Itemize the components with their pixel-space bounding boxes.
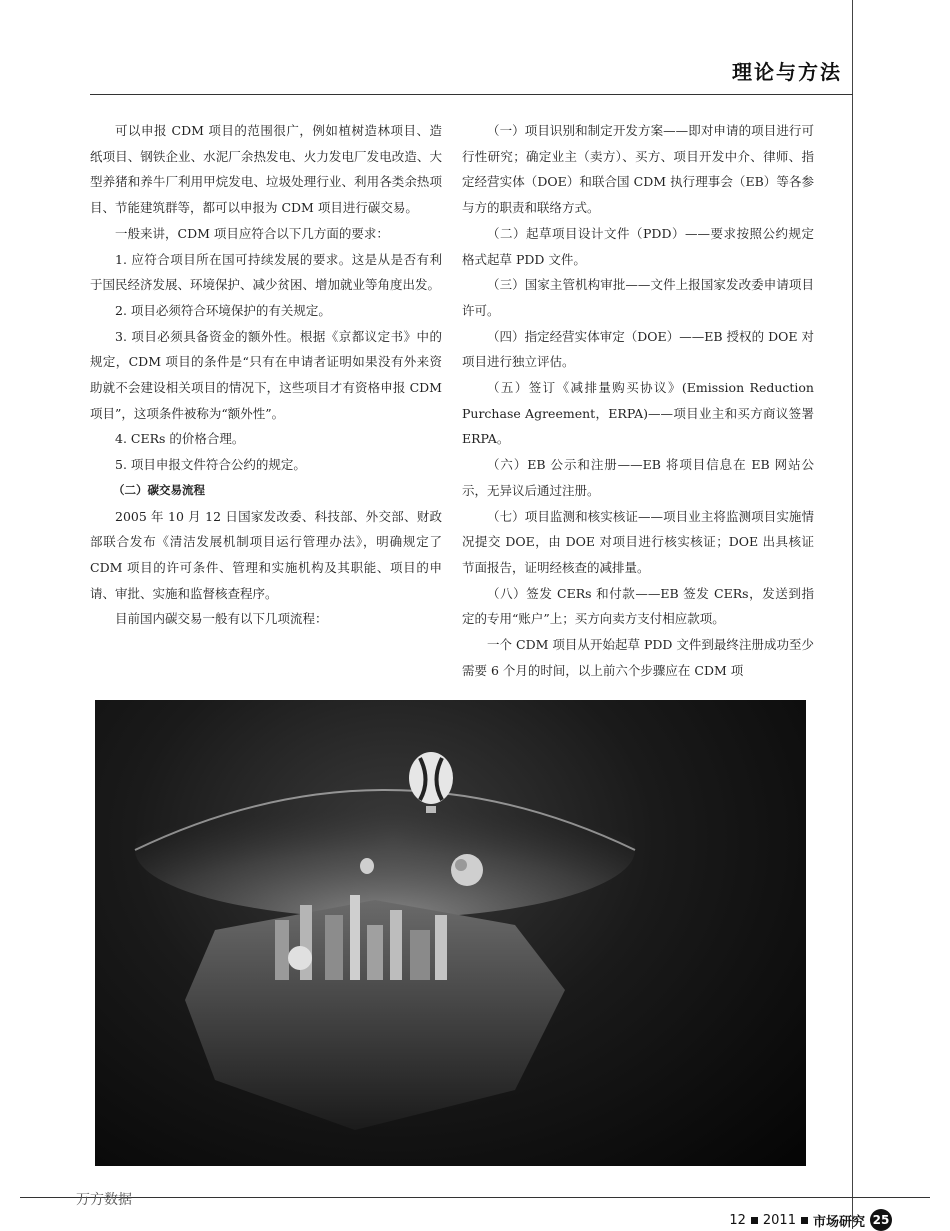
paragraph: 2005 年 10 月 12 日国家发改委、科技部、外交部、财政部联合发布《清洁发展机制项目运行管理办法》，明确规定了 CDM 项目的许可条件、管理和实施机构及其职能、项目的申请、审批、实施和监督核查程序。: [90, 508, 442, 601]
paragraph: （六）EB 公示和注册——EB 将项目信息在 EB 网站公示，无异议后通过注册。: [462, 457, 814, 498]
left-column: [90, 118, 442, 632]
glass-dome: [135, 782, 635, 918]
paragraph: 5. 项目申报文件符合公约的规定。: [115, 457, 306, 473]
small-balloon-icon: [360, 858, 374, 874]
page-number: 25: [870, 1209, 892, 1231]
issue-year: 2011: [762, 1212, 796, 1228]
paragraph: （五）签订《减排量购买协议》(Emission Reduction Purchase Agreement，ERPA)——项目业主和买方商议签署 ERPA。: [462, 380, 814, 447]
paragraph: 2. 项目必须符合环境保护的有关规定。: [115, 302, 331, 318]
square-bullet-icon: [751, 1217, 758, 1224]
magazine-name: 市场研究: [812, 1214, 865, 1230]
page-footer: [729, 1209, 892, 1231]
paragraph: （八）签发 CERs 和付款——EB 签发 CERs，发送到指定的专用“账户”上；买方向卖方支付相应款项。: [462, 585, 814, 627]
square-bullet-icon: [801, 1217, 808, 1224]
subsection-heading: （二）碳交易流程: [113, 482, 205, 497]
paragraph: （一）项目识别和制定开发方案——即对申请的项目进行可行性研究；确定业主（卖方）、买方、项目开发中介、律师、指定经营实体（DOE）和联合国 CDM 执行理事会（EB）等各参与方的职责和联络方式。: [462, 123, 814, 216]
section-title: 理论与方法: [732, 60, 842, 84]
paragraph: （四）指定经营实体审定（DOE）——EB 授权的 DOE 对项目进行独立评估。: [462, 328, 814, 370]
footer-rule: [20, 1197, 930, 1198]
city-illustration: [95, 700, 806, 1166]
dome-building: [288, 946, 312, 970]
paragraph: （七）项目监测和核实核证——项目业主将监测项目实施情况提交 DOE，由 DOE 对项目进行核实核证；DOE 出具核证节面报告，证明经核查的减排量。: [462, 508, 814, 575]
paragraph: 可以申报 CDM 项目的范围很广，例如植树造林项目、造纸项目、钢铁企业、水泥厂余热发电、火力发电厂发电改造、大型养猪和养牛厂利用甲烷发电、垃圾处理行业、利用各类余热项目、节能建筑群等，都可以申报为 CDM 项目进行碳交易。: [90, 123, 442, 216]
watermark: 万方数据: [76, 1192, 132, 1208]
page-edge-rule: [852, 0, 853, 1229]
issue-number: 12: [729, 1212, 746, 1228]
paragraph: （三）国家主管机构审批——文件上报国家发改委申请项目许可。: [462, 277, 814, 318]
paragraph: 1. 应符合项目所在国可持续发展的要求。这是从是否有利于国民经济发展、环境保护、减少贫困、增加就业等角度出发。: [90, 251, 442, 293]
paragraph: 目前国内碳交易一般有以下几项流程：: [115, 611, 328, 627]
planet-icon: [451, 854, 483, 886]
paragraph: 一个 CDM 项目从开始起草 PDD 文件到最终注册成功至少需要 6 个月的时间，以上前六个步骤应在 CDM 项: [462, 637, 814, 678]
paragraph: 一般来讲，CDM 项目应符合以下几方面的要求：: [115, 225, 389, 241]
illustration-graphic: [95, 700, 806, 1166]
paragraph: 3. 项目必须具备资金的额外性。根据《京都议定书》中的规定，CDM 项目的条件是“只有在申请者证明如果没有外来资助就不会建设相关项目的情况下，这些项目才有资格申报 CDM 项目”，这项条件被称为“额外性”。: [90, 328, 442, 421]
paragraph: （二）起草项目设计文件（PDD）——要求按照公约规定格式起草 PDD 文件。: [462, 225, 814, 267]
paragraph: 4. CERs 的价格合理。: [115, 431, 245, 447]
header-rule: [90, 94, 853, 95]
right-column: [462, 118, 814, 683]
